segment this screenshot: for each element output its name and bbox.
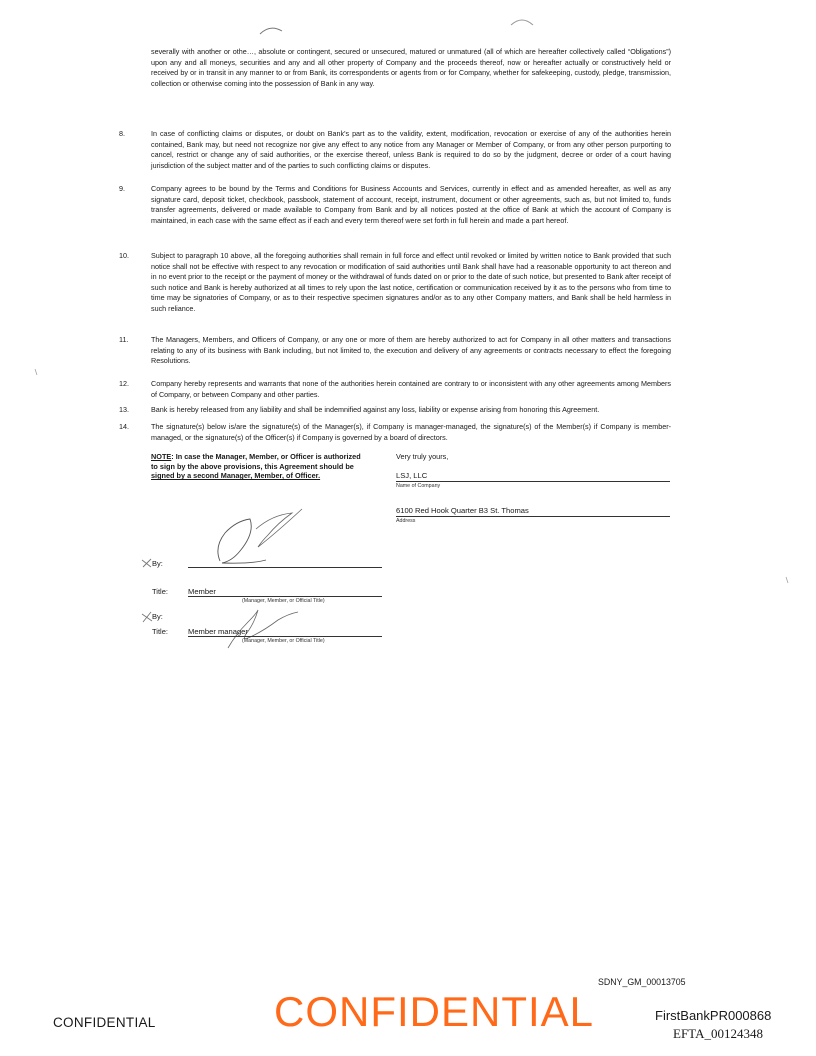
signer-2-title-line [188,636,382,637]
company-address-value: 6100 Red Hook Quarter B3 St. Thomas [396,506,529,515]
confidential-stamp: CONFIDENTIAL [274,988,595,1035]
clause-number: 12. [119,379,129,388]
scan-artifact-tick [784,576,790,584]
clause-text: The signature(s) below is/are the signature(s) of the Manager(s), if Company is manager-managed, the signature(s) of the Member(s) if Company is member-managed, or the signature(s) of the Officer(s) if Company is governed by a board of directors. [151,422,671,442]
signer-2-title-caption: (Manager, Member, or Official Title) [242,638,325,644]
note-line-2: to sign by the above provisions, this Agreement should be [151,461,354,471]
clause-text: Company agrees to be bound by the Terms and Conditions for Business Accounts and Services, currently in effect and as amended hereafter, as well as any signature card, deposit ticket, checkbook, passbook, statement of account, receipt, instrument, document or other agreements, such as, but not limited to, funds transfer agreements, delivered or made available to Company from Bank and by all notices posted at the office of Bank at which the account of Company is maintained, in each case with the same effect as if each and every term thereof were set forth in full herein and made a part hereof. [151,184,671,225]
scan-artifact-arc-right [509,14,537,30]
signer-1-title-value: Member [188,587,216,596]
clause-text: Company hereby represents and warrants that none of the authorities herein contained are contrary to or inconsistent with any other agreements among Members of Company, or between Company and other parties. [151,379,671,399]
signer-1-title-line [188,596,382,597]
signer-2-title-label: Title: [152,627,168,636]
note-line-3: signed by a second Manager, Member, of Officer. [151,471,321,481]
company-address-caption: Address [396,518,416,524]
company-name-line [396,481,670,482]
signer-1-title-label: Title: [152,587,168,596]
signature-1-image [192,507,312,571]
clause-text: The Managers, Members, and Officers of Company, or any one or more of them are hereby authorized to act for Company in all other matters and transactions relating to any of its business with Bank including, but not limited to, the execution and delivery of any agreements or contracts necessary to effect the foregoing Resolutions. [151,335,671,366]
bates-number-firstbank: FirstBankPR000868 [655,1008,772,1023]
signer-1-by-label: By: [152,559,163,568]
bates-number-sdny: SDNY_GM_00013705 [598,977,686,987]
efta-number: EFTA_00124348 [673,1026,763,1041]
clause-text: Subject to paragraph 10 above, all the foregoing authorities shall remain in full force and effect until revoked or limited by written notice to Bank provided that such notice shall not be effective with respect to any revocation or modification of said authorities until Bank shall have had a reasonable opportunity to act thereon and in no event prior to the receipt or the payment of money or the withdrawal of funds dated on or prior to the date of such notice, but presented to Bank after receipt of such notice and Bank is hereby authorized at all times to rely upon the last notice, certification or communication received by it as to the persons who from time to time may be signatories of Company, or as to their respective specimen signatures and/or as to any other Company matters, and Bank shall be held harmless in such reliance. [151,251,671,313]
clause-number: 8. [119,129,125,138]
closing-text: Very truly yours, [396,452,449,461]
clause-number: 11. [119,335,129,344]
clause-number: 10. [119,251,129,260]
signer-1-title-caption: (Manager, Member, or Official Title) [242,598,325,604]
clause-text: Bank is hereby released from any liability and shall be indemnified against any loss, liability or expense arising from honoring this Agreement. [151,405,600,414]
signer-2-by-label: By: [152,612,163,621]
company-name-value: LSJ, LLC [396,471,428,480]
clause-number: 13. [119,405,129,414]
confidential-label: CONFIDENTIAL [53,1015,156,1030]
intro-paragraph: severally with another or othe…, absolute or contingent, secured or unsecured, matured or unmatured (all of which are hereafter collectively called “Obligations”) upon any and all moneys, securities and any and all other property of Company and the proceeds thereof, now or hereafter actually or constructively held or received by or in transit in any manner to or from Bank, its correspondents or agents from or for Company, whether for safekeeping, custody, pledge, transmission, collection or otherwise coming into the possession of Bank in any way. [151,47,671,88]
clause-number: 9. [119,184,125,193]
note-line-1: : In case the Manager, Member, or Officer is authorized [171,452,361,461]
signer-2-title-value: Member manager [188,627,248,636]
signing-note [151,452,361,481]
clause-text: In case of conflicting claims or disputes, or doubt on Bank's part as to the validity, extent, modification, revocation or exercise of any of the authorities herein contained, Bank may, but need not recognize nor give any effect to any notice from any Manager or Member of Company, or from any other person purporting to cancel, restrict or change any of said authorities, or the exercise thereof, unless Bank is required to do so by the judgment, decree or order of a court having jurisdiction of the subject matter and of the parties to such conflicting claims or disputes. [151,129,671,170]
company-name-caption: Name of Company [396,483,441,489]
scan-artifact-tick [33,368,39,376]
company-address-line [396,516,670,517]
note-label: NOTE [151,452,172,461]
clause-number: 14. [119,422,129,431]
scan-artifact-arc-left [258,22,286,36]
